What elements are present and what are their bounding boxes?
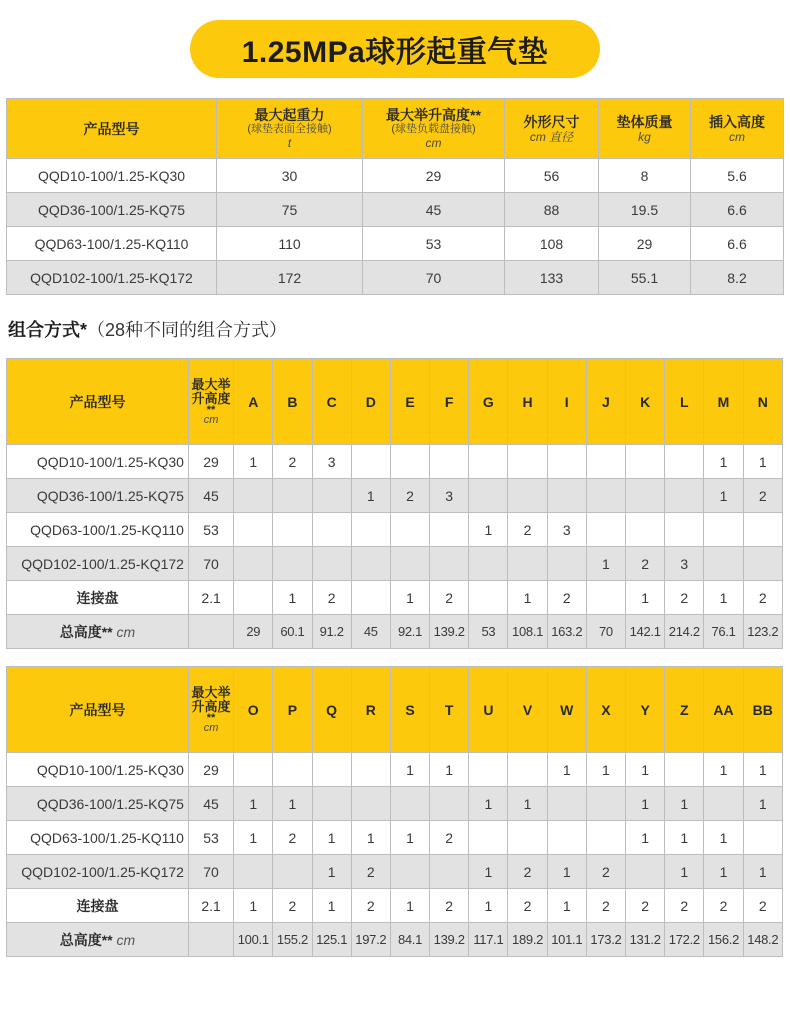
connector-cell: 2 <box>665 889 704 923</box>
connector-cell: 1 <box>273 581 312 615</box>
spec-cell-model: QQD102-100/1.25-KQ172 <box>7 261 217 295</box>
connector-label: 连接盘 <box>7 581 189 615</box>
total-height-cell: 131.2 <box>626 923 665 957</box>
combo-column-header: P <box>273 667 312 753</box>
spec-cell: 8.2 <box>691 261 784 295</box>
connector-label: 连接盘 <box>7 889 189 923</box>
combo-cell: 1 <box>743 753 782 787</box>
combo-cell: 1 <box>743 855 782 889</box>
spec-header-weight: 垫体质量 kg <box>599 99 691 159</box>
combo-cell: 1 <box>469 513 508 547</box>
connector-cell: 2 <box>586 889 625 923</box>
combo-cell: 1 <box>665 855 704 889</box>
combo-cell <box>665 513 704 547</box>
connector-cell: 2 <box>547 581 586 615</box>
combo-cell: 1 <box>586 547 625 581</box>
spec-cell: 75 <box>217 193 363 227</box>
spec-cell-model: QQD63-100/1.25-KQ110 <box>7 227 217 261</box>
combo-cell <box>273 547 312 581</box>
total-height-cell: 214.2 <box>665 615 704 649</box>
total-height-cell: 117.1 <box>469 923 508 957</box>
combo-cell: 1 <box>704 445 743 479</box>
combo-cell <box>704 787 743 821</box>
combo-cell: 3 <box>665 547 704 581</box>
combo-column-header: Z <box>665 667 704 753</box>
combo-cell <box>390 787 429 821</box>
combo-cell <box>547 547 586 581</box>
combo-cell <box>508 547 547 581</box>
combo-cell: 1 <box>508 787 547 821</box>
combo-cell: 1 <box>547 753 586 787</box>
combo-table-2 <box>6 666 783 957</box>
combo-cell <box>547 445 586 479</box>
combo-column-header: Y <box>626 667 665 753</box>
combo-cell <box>273 753 312 787</box>
combo-cell <box>626 479 665 513</box>
combo-cell <box>390 445 429 479</box>
combo-cell-model: QQD36-100/1.25-KQ75 <box>7 787 189 821</box>
combo-cell: 1 <box>273 787 312 821</box>
combo-cell: 1 <box>626 787 665 821</box>
combo-cell: 1 <box>234 445 273 479</box>
combo-column-header: N <box>743 359 782 445</box>
combo-cell <box>273 479 312 513</box>
combo-column-header: K <box>626 359 665 445</box>
connector-cell: 1 <box>626 581 665 615</box>
combo-cell <box>430 445 469 479</box>
total-height-cell: 60.1 <box>273 615 312 649</box>
combo-column-header: O <box>234 667 273 753</box>
max-lift-label: 最大举升高度 <box>191 684 231 714</box>
combo-cell <box>508 445 547 479</box>
spec-cell: 5.6 <box>691 159 784 193</box>
combo-cell-model: QQD63-100/1.25-KQ110 <box>7 821 189 855</box>
combo-cell: 1 <box>704 821 743 855</box>
combo-cell <box>390 855 429 889</box>
combo-cell <box>626 513 665 547</box>
combo-cell <box>351 787 390 821</box>
total-height-text: 总高度** <box>59 623 113 640</box>
combo-column-header: BB <box>743 667 782 753</box>
combo-column-header: M <box>704 359 743 445</box>
spec-cell: 45 <box>363 193 505 227</box>
spec-row <box>7 261 784 295</box>
combo-cell <box>665 753 704 787</box>
combo-row <box>7 787 783 821</box>
spec-cell: 29 <box>599 227 691 261</box>
combo-cell <box>430 855 469 889</box>
connector-cell: 1 <box>508 581 547 615</box>
combo-column-header: W <box>547 667 586 753</box>
connector-cell: 1 <box>547 889 586 923</box>
connector-cell: 1 <box>469 889 508 923</box>
combo-cell: 2 <box>430 821 469 855</box>
combo-cell: 1 <box>390 821 429 855</box>
combo-column-header: S <box>390 667 429 753</box>
total-height-row <box>7 923 783 957</box>
combo-cell <box>547 787 586 821</box>
combo-cell: 1 <box>234 787 273 821</box>
combo-cell: 1 <box>390 753 429 787</box>
max-lift-unit: cm <box>203 413 219 426</box>
connector-cell <box>234 581 273 615</box>
spec-cell: 110 <box>217 227 363 261</box>
connector-max-lift: 2.1 <box>188 581 233 615</box>
connector-cell: 2 <box>704 889 743 923</box>
combo-cell <box>704 513 743 547</box>
combo-column-header: X <box>586 667 625 753</box>
combo-cell <box>665 445 704 479</box>
total-height-unit: cm <box>116 931 136 948</box>
combo-cell <box>743 513 782 547</box>
combo-cell: 1 <box>743 445 782 479</box>
combo-table-1 <box>6 358 783 649</box>
connector-row <box>7 581 783 615</box>
total-height-cell: 189.2 <box>508 923 547 957</box>
connector-cell: 2 <box>743 581 782 615</box>
combo-cell <box>547 479 586 513</box>
total-height-cell: 148.2 <box>743 923 782 957</box>
combo-cell <box>469 547 508 581</box>
connector-cell: 1 <box>704 581 743 615</box>
total-height-cell: 108.1 <box>508 615 547 649</box>
combo-cell <box>469 821 508 855</box>
combo-cell <box>234 855 273 889</box>
combo-cell: 1 <box>351 821 390 855</box>
combo-cell: 1 <box>704 479 743 513</box>
combo-cell-max-lift: 29 <box>188 445 233 479</box>
combo-column-header: B <box>273 359 312 445</box>
combo-cell <box>665 479 704 513</box>
combo-column-header: U <box>469 667 508 753</box>
connector-cell <box>469 581 508 615</box>
combo-cell <box>586 479 625 513</box>
combo-column-header: A <box>234 359 273 445</box>
combo-cell: 1 <box>234 821 273 855</box>
spec-cell: 172 <box>217 261 363 295</box>
connector-cell: 2 <box>743 889 782 923</box>
combo-cell-max-lift: 45 <box>188 479 233 513</box>
combo-cell: 2 <box>351 855 390 889</box>
spec-cell: 56 <box>505 159 599 193</box>
spec-cell-model: QQD36-100/1.25-KQ75 <box>7 193 217 227</box>
combo-cell <box>430 787 469 821</box>
spec-table <box>6 98 784 295</box>
total-height-max-lift <box>188 923 233 957</box>
spec-cell: 6.6 <box>691 227 784 261</box>
combo-cell <box>626 445 665 479</box>
total-height-cell: 123.2 <box>743 615 782 649</box>
spec-row <box>7 193 784 227</box>
spec-row <box>7 159 784 193</box>
combo-row <box>7 547 783 581</box>
max-lift-label: 最大举升高度 <box>191 376 231 406</box>
combo-column-header: L <box>665 359 704 445</box>
total-height-text: 总高度** <box>59 931 113 948</box>
combo-cell <box>234 547 273 581</box>
combo-cell: 1 <box>586 753 625 787</box>
combo-cell-model: QQD102-100/1.25-KQ172 <box>7 547 189 581</box>
spec-cell-model: QQD10-100/1.25-KQ30 <box>7 159 217 193</box>
combo-column-header: R <box>351 667 390 753</box>
total-height-label <box>7 615 189 649</box>
combo-cell <box>273 513 312 547</box>
combo-cell <box>390 547 429 581</box>
combo-header-model: 产品型号 <box>7 359 189 445</box>
combo-cell <box>430 513 469 547</box>
total-height-cell: 53 <box>469 615 508 649</box>
connector-cell: 2 <box>508 889 547 923</box>
combo-row <box>7 855 783 889</box>
connector-cell: 2 <box>273 889 312 923</box>
connector-row <box>7 889 783 923</box>
page-title-pill <box>190 20 600 78</box>
combo-cell: 3 <box>547 513 586 547</box>
combo-cell-model: QQD63-100/1.25-KQ110 <box>7 513 189 547</box>
combo-column-header: D <box>351 359 390 445</box>
combo-cell: 1 <box>704 753 743 787</box>
combo-cell: 2 <box>508 513 547 547</box>
spec-cell: 88 <box>505 193 599 227</box>
spec-cell: 6.6 <box>691 193 784 227</box>
connector-cell <box>351 581 390 615</box>
combo-cell <box>704 547 743 581</box>
combo-cell: 1 <box>469 855 508 889</box>
combo-cell: 1 <box>743 787 782 821</box>
combo-row <box>7 479 783 513</box>
combo-cell: 3 <box>430 479 469 513</box>
total-height-cell: 155.2 <box>273 923 312 957</box>
combo-cell-model: QQD10-100/1.25-KQ30 <box>7 445 189 479</box>
total-height-cell: 197.2 <box>351 923 390 957</box>
combo-cell-max-lift: 45 <box>188 787 233 821</box>
connector-cell: 2 <box>351 889 390 923</box>
combo-cell-max-lift: 70 <box>188 547 233 581</box>
combo-cell <box>273 855 312 889</box>
connector-cell: 2 <box>430 889 469 923</box>
combo-cell <box>586 445 625 479</box>
combo-cell-model: QQD102-100/1.25-KQ172 <box>7 855 189 889</box>
total-height-cell: 125.1 <box>312 923 351 957</box>
combo-column-header: I <box>547 359 586 445</box>
combo-cell <box>234 513 273 547</box>
combo-cell: 1 <box>312 855 351 889</box>
spec-cell: 70 <box>363 261 505 295</box>
max-lift-stars: ** <box>206 711 216 724</box>
combo-cell <box>508 821 547 855</box>
connector-cell: 1 <box>234 889 273 923</box>
spec-cell: 29 <box>363 159 505 193</box>
total-height-cell: 156.2 <box>704 923 743 957</box>
combo-column-header: G <box>469 359 508 445</box>
connector-max-lift: 2.1 <box>188 889 233 923</box>
spec-cell: 53 <box>363 227 505 261</box>
combo-cell-model: QQD10-100/1.25-KQ30 <box>7 753 189 787</box>
section-heading: 组合方式* <box>8 320 88 340</box>
spec-cell: 30 <box>217 159 363 193</box>
total-height-cell: 45 <box>351 615 390 649</box>
combo-cell: 1 <box>547 855 586 889</box>
page-title: 1.25MPa球形起重气垫 <box>241 36 549 69</box>
combo-cell <box>469 753 508 787</box>
connector-cell: 2 <box>665 581 704 615</box>
combo-cell <box>508 753 547 787</box>
spec-header-insert-height: 插入高度 cm <box>691 99 784 159</box>
connector-cell: 2 <box>312 581 351 615</box>
combo-cell: 2 <box>743 479 782 513</box>
combo-column-header: V <box>508 667 547 753</box>
combo-cell: 3 <box>312 445 351 479</box>
combo-header-row <box>7 359 783 445</box>
combo-cell <box>312 787 351 821</box>
total-height-cell: 139.2 <box>430 923 469 957</box>
section-title <box>8 316 287 342</box>
total-height-cell: 76.1 <box>704 615 743 649</box>
combo-cell <box>234 753 273 787</box>
combo-cell: 1 <box>430 753 469 787</box>
spec-header-row <box>7 99 784 159</box>
max-lift-stars: ** <box>206 403 216 416</box>
combo-cell: 2 <box>390 479 429 513</box>
combo-cell-max-lift: 29 <box>188 753 233 787</box>
total-height-cell: 139.2 <box>430 615 469 649</box>
combo-cell <box>312 479 351 513</box>
total-height-unit: cm <box>116 623 136 640</box>
combo-cell <box>586 787 625 821</box>
spec-cell: 8 <box>599 159 691 193</box>
total-height-cell: 101.1 <box>547 923 586 957</box>
spec-header-max-lift: 最大举升高度** (球垫负载盘接触) cm <box>363 99 505 159</box>
combo-cell: 1 <box>351 479 390 513</box>
combo-column-header: E <box>390 359 429 445</box>
combo-column-header: T <box>430 667 469 753</box>
combo-cell <box>586 821 625 855</box>
combo-cell: 1 <box>626 821 665 855</box>
total-height-cell: 142.1 <box>626 615 665 649</box>
combo-cell <box>351 445 390 479</box>
combo-cell <box>469 445 508 479</box>
combo-cell <box>351 513 390 547</box>
combo-cell: 2 <box>586 855 625 889</box>
spec-row <box>7 227 784 261</box>
combo-cell <box>586 513 625 547</box>
total-height-cell: 84.1 <box>390 923 429 957</box>
spec-header-max-load: 最大起重力 (球垫表面全接触) t <box>217 99 363 159</box>
combo-cell <box>351 547 390 581</box>
combo-cell-max-lift: 53 <box>188 821 233 855</box>
combo-cell <box>312 513 351 547</box>
combo-cell: 1 <box>626 753 665 787</box>
spec-cell: 19.5 <box>599 193 691 227</box>
section-note: （28种不同的组合方式） <box>87 320 288 340</box>
combo-cell-max-lift: 53 <box>188 513 233 547</box>
spec-header-size: 外形尺寸 cm 直径 <box>505 99 599 159</box>
combo-cell <box>351 753 390 787</box>
connector-cell: 2 <box>626 889 665 923</box>
connector-cell: 1 <box>390 889 429 923</box>
spec-cell: 133 <box>505 261 599 295</box>
combo-cell <box>469 479 508 513</box>
combo-cell <box>743 821 782 855</box>
max-lift-unit: cm <box>203 721 219 734</box>
combo-header-model: 产品型号 <box>7 667 189 753</box>
total-height-cell: 163.2 <box>547 615 586 649</box>
spec-cell: 108 <box>505 227 599 261</box>
total-height-max-lift <box>188 615 233 649</box>
combo-header-row <box>7 667 783 753</box>
combo-row <box>7 445 783 479</box>
total-height-row <box>7 615 783 649</box>
combo-column-header: Q <box>312 667 351 753</box>
combo-cell <box>547 821 586 855</box>
combo-cell: 1 <box>704 855 743 889</box>
combo-row <box>7 821 783 855</box>
connector-cell <box>586 581 625 615</box>
combo-column-header: H <box>508 359 547 445</box>
total-height-cell: 70 <box>586 615 625 649</box>
combo-column-header: F <box>430 359 469 445</box>
combo-cell: 1 <box>312 821 351 855</box>
connector-cell: 1 <box>312 889 351 923</box>
combo-cell <box>430 547 469 581</box>
total-height-cell: 100.1 <box>234 923 273 957</box>
combo-header-max-lift <box>188 359 233 445</box>
combo-cell <box>312 753 351 787</box>
total-height-cell: 92.1 <box>390 615 429 649</box>
combo-cell: 2 <box>273 445 312 479</box>
combo-cell <box>743 547 782 581</box>
combo-cell <box>626 855 665 889</box>
total-height-cell: 91.2 <box>312 615 351 649</box>
combo-row <box>7 513 783 547</box>
total-height-label <box>7 923 189 957</box>
combo-cell: 1 <box>469 787 508 821</box>
combo-cell <box>390 513 429 547</box>
connector-cell: 1 <box>390 581 429 615</box>
combo-cell: 2 <box>273 821 312 855</box>
combo-cell: 2 <box>626 547 665 581</box>
spec-header-model: 产品型号 <box>7 99 217 159</box>
combo-row <box>7 753 783 787</box>
combo-column-header: C <box>312 359 351 445</box>
combo-cell-model: QQD36-100/1.25-KQ75 <box>7 479 189 513</box>
combo-cell-max-lift: 70 <box>188 855 233 889</box>
total-height-cell: 29 <box>234 615 273 649</box>
combo-cell <box>234 479 273 513</box>
total-height-cell: 173.2 <box>586 923 625 957</box>
spec-cell: 55.1 <box>599 261 691 295</box>
combo-cell: 2 <box>508 855 547 889</box>
combo-cell: 1 <box>665 821 704 855</box>
combo-column-header: AA <box>704 667 743 753</box>
combo-header-max-lift <box>188 667 233 753</box>
combo-cell <box>508 479 547 513</box>
combo-column-header: J <box>586 359 625 445</box>
connector-cell: 2 <box>430 581 469 615</box>
total-height-cell: 172.2 <box>665 923 704 957</box>
combo-cell: 1 <box>665 787 704 821</box>
combo-cell <box>312 547 351 581</box>
